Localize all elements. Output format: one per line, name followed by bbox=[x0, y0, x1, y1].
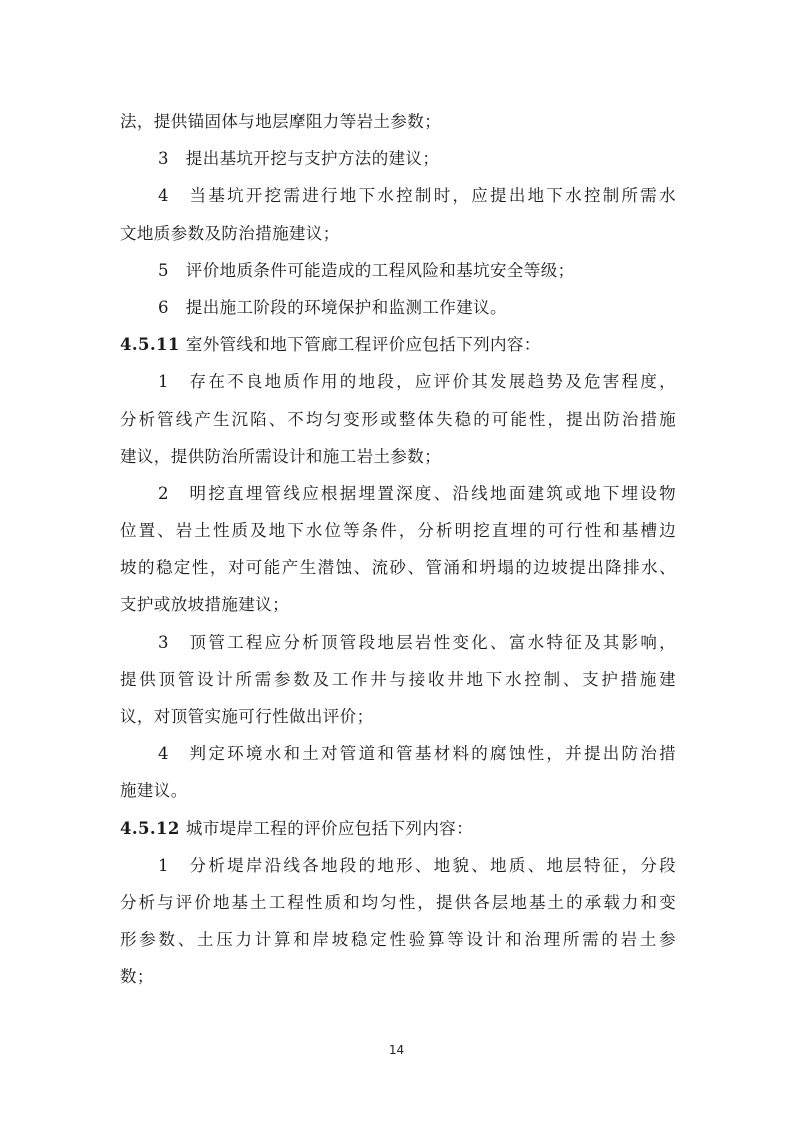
body-text bbox=[120, 103, 676, 996]
paragraph-line: 数； bbox=[120, 967, 154, 987]
paragraph-line: 建议，提供防治所需设计和施工岩土参数； bbox=[120, 446, 442, 466]
paragraph-line: 支护或放坡措施建议； bbox=[120, 595, 289, 615]
list-item-1: 1 分析堤岸沿线各地段的地形、地貌、地质、地层特征，分段 bbox=[158, 855, 676, 875]
section-title: 城市堤岸工程的评价应包括下列内容： bbox=[185, 818, 474, 838]
paragraph-line: 文地质参数及防治措施建议； bbox=[120, 223, 340, 243]
section-heading-4-5-11 bbox=[120, 326, 676, 363]
paragraph-line: 提供顶管设计所需参数及工作井与接收井地下水控制、支护措施建 bbox=[120, 669, 676, 689]
list-item-4: 4 当基坑开挖需进行地下水控制时，应提出地下水控制所需水 bbox=[158, 186, 676, 206]
list-item-6: 6 提出施工阶段的环境保护和监测工作建议。 bbox=[158, 297, 507, 317]
list-item-2: 2 明挖直埋管线应根据埋置深度、沿线地面建筑或地下埋设物 bbox=[158, 483, 676, 503]
paragraph-line: 坡的稳定性，对可能产生潜蚀、流砂、管涌和坍塌的边坡提出降排水、 bbox=[120, 558, 676, 578]
section-heading-4-5-12 bbox=[120, 810, 676, 847]
paragraph-line: 分析管线产生沉陷、不均匀变形或整体失稳的可能性，提出防治措施 bbox=[120, 409, 676, 429]
page-number: 14 bbox=[388, 1043, 405, 1057]
section-title: 室外管线和地下管廊工程评价应包括下列内容： bbox=[185, 335, 541, 355]
list-item-3: 3 提出基坑开挖与支护方法的建议； bbox=[158, 149, 440, 169]
paragraph-line: 位置、岩土性质及地下水位等条件，分析明挖直埋的可行性和基槽边 bbox=[120, 521, 676, 541]
paragraph-line: 分析与评价地基土工程性质和均匀性，提供各层地基土的承载力和变 bbox=[120, 892, 676, 912]
list-item-1: 1 存在不良地质作用的地段，应评价其发展趋势及危害程度， bbox=[158, 372, 676, 392]
paragraph-line: 法，提供锚固体与地层摩阻力等岩土参数； bbox=[120, 112, 442, 131]
paragraph-line: 议，对顶管实施可行性做出评价； bbox=[120, 707, 374, 726]
section-number: 4.5.11 bbox=[120, 335, 180, 355]
list-item-3: 3 顶管工程应分析顶管段地层岩性变化、富水特征及其影响， bbox=[158, 632, 676, 652]
list-item-4: 4 判定环境水和土对管道和管基材料的腐蚀性，并提出防治措 bbox=[158, 744, 676, 764]
list-item-5: 5 评价地质条件可能造成的工程风险和基坑安全等级； bbox=[158, 260, 575, 280]
paragraph-line: 形参数、土压力计算和岸坡稳定性验算等设计和治理所需的岩土参 bbox=[120, 930, 676, 950]
paragraph-line: 施建议。 bbox=[120, 781, 188, 801]
section-number: 4.5.12 bbox=[120, 818, 180, 838]
